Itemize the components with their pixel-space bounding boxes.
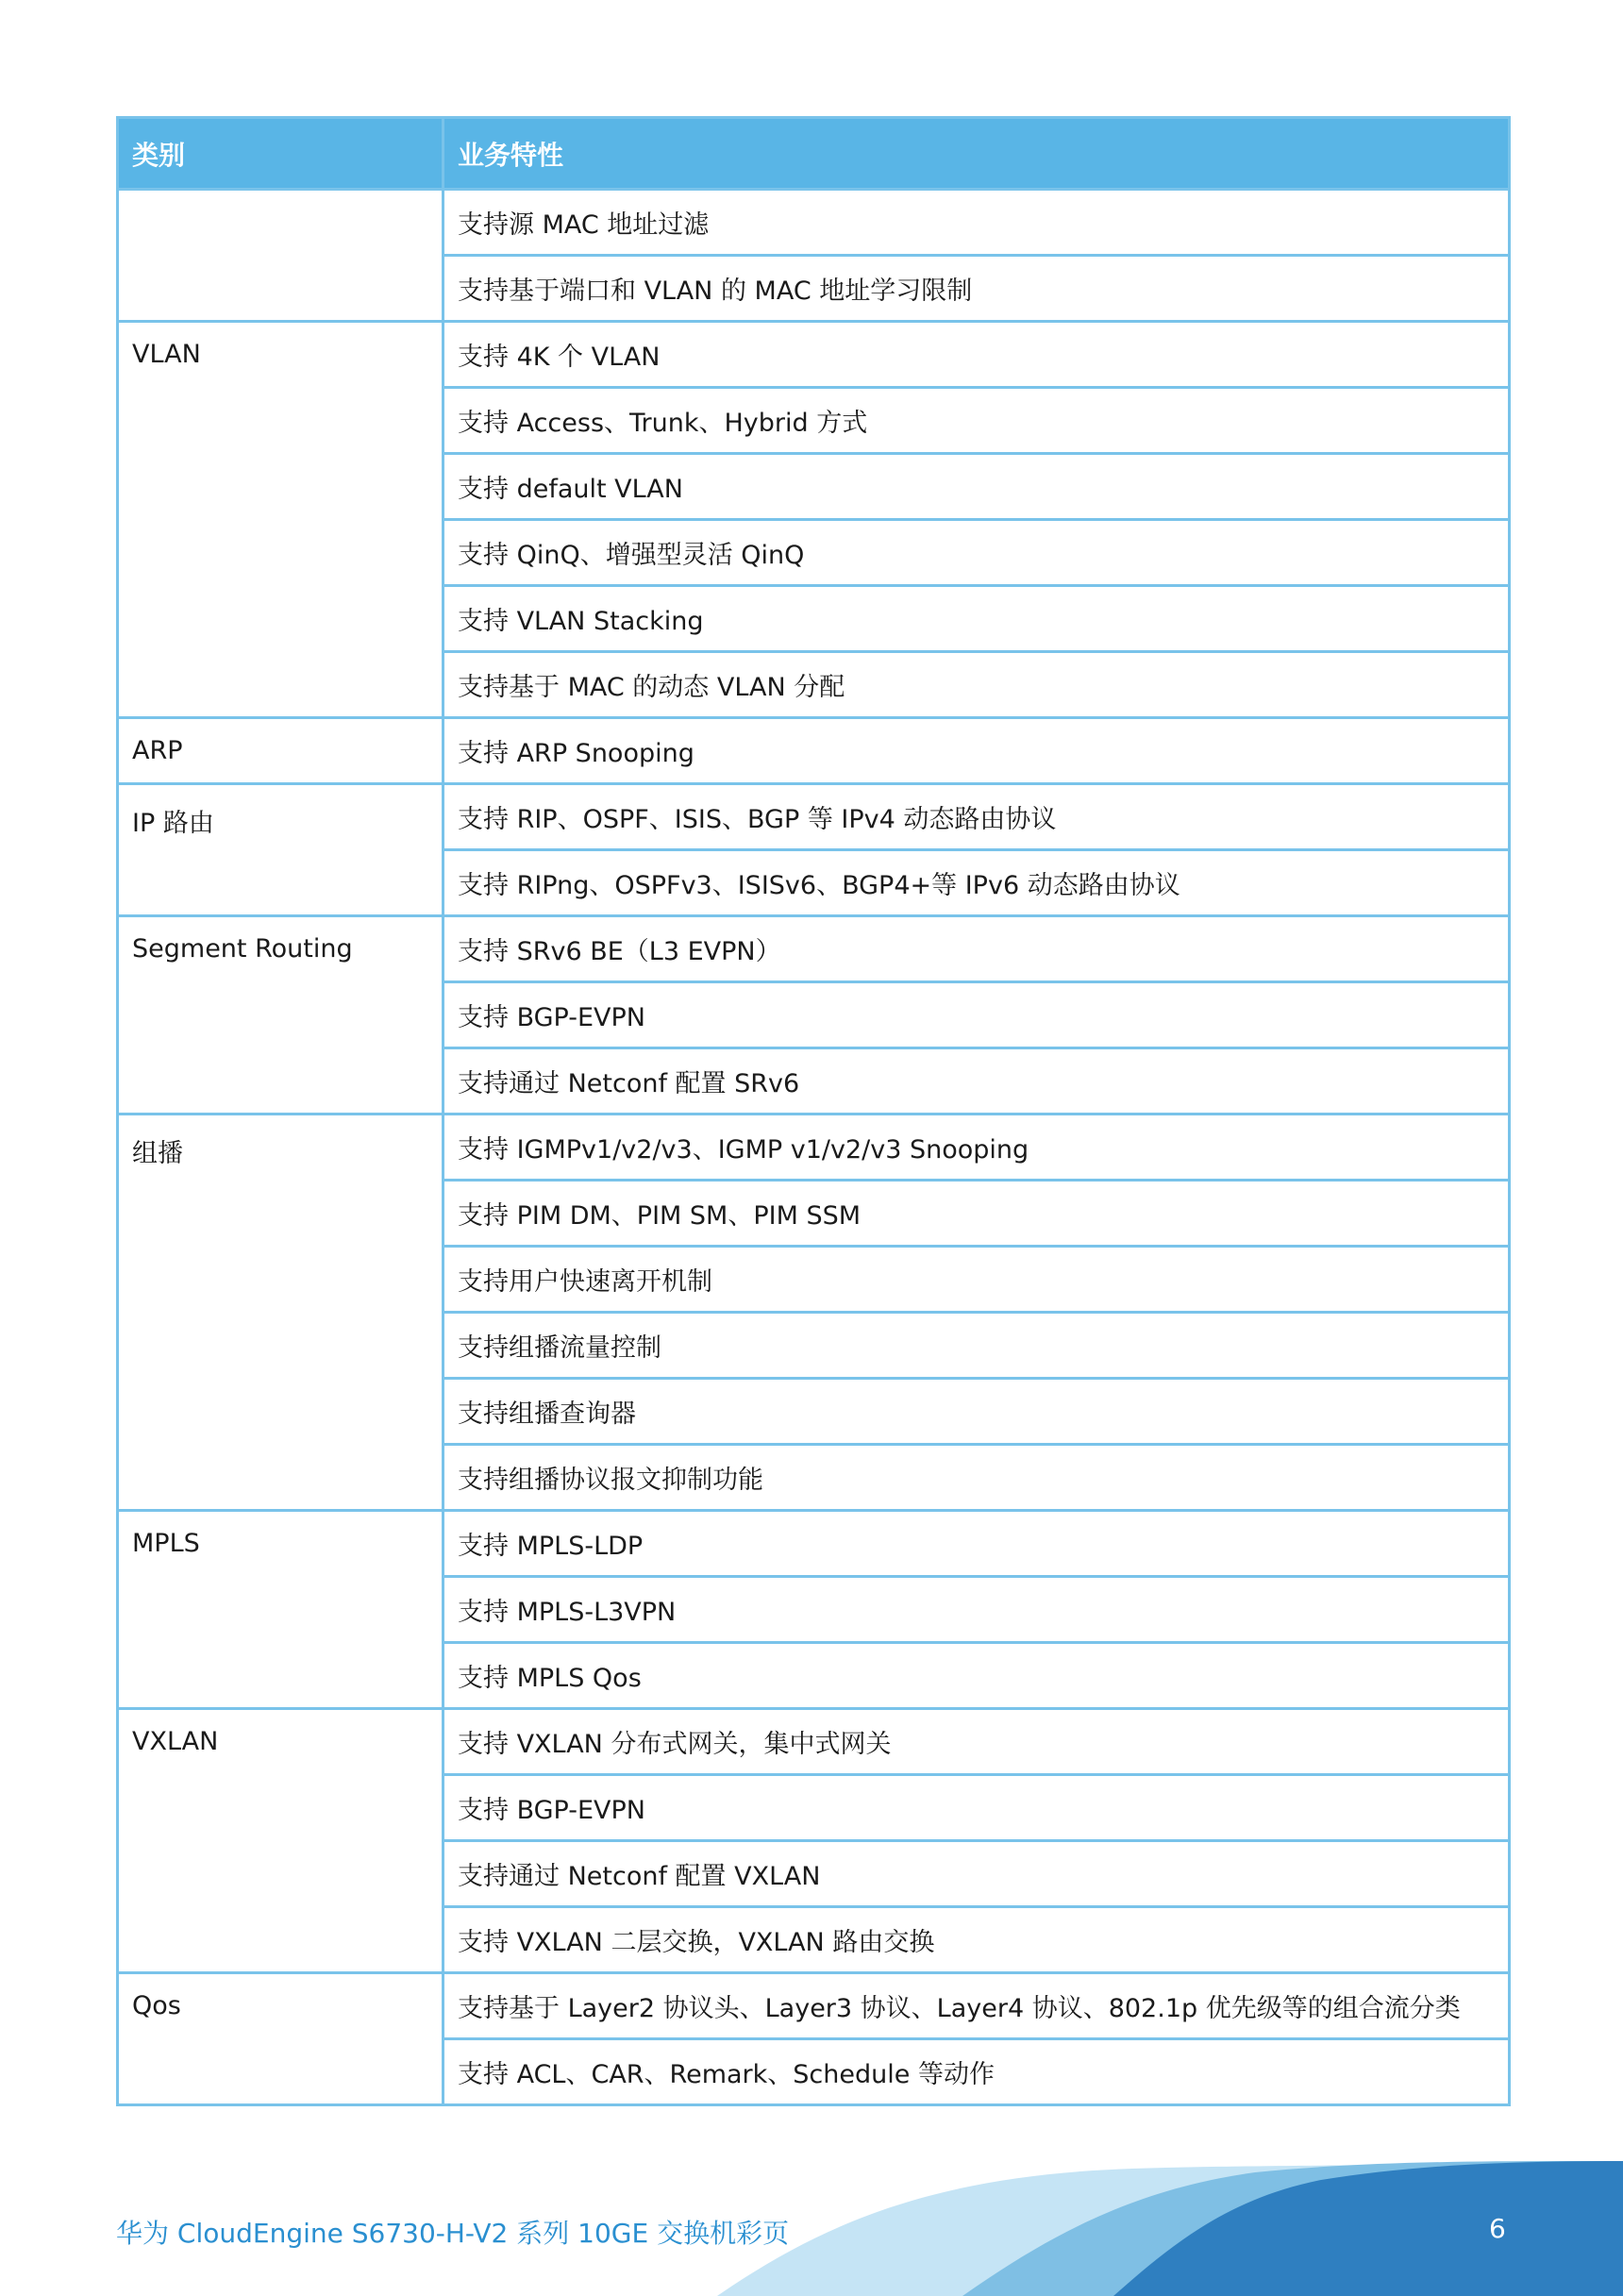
header-feature: 业务特性: [443, 118, 1510, 190]
feature-cell: 支持 PIM DM、PIM SM、PIM SSM: [443, 1181, 1510, 1247]
table-row: [118, 1114, 1510, 1181]
feature-cell: 支持 VXLAN 分布式网关，集中式网关: [443, 1709, 1510, 1775]
category-cell: ARP: [118, 718, 443, 784]
feature-cell: 支持 IGMPv1/v2/v3、IGMP v1/v2/v3 Snooping: [443, 1114, 1510, 1181]
feature-cell: 支持 SRv6 BE（L3 EVPN）: [443, 916, 1510, 982]
table-row: [118, 322, 1510, 388]
feature-cell: 支持基于 MAC 的动态 VLAN 分配: [443, 652, 1510, 718]
feature-cell: 支持 ACL、CAR、Remark、Schedule 等动作: [443, 2039, 1510, 2105]
table-row: [118, 1709, 1510, 1775]
feature-cell: 支持 RIPng、OSPFv3、ISISv6、BGP4+等 IPv6 动态路由协议: [443, 850, 1510, 916]
feature-cell: 支持 RIP、OSPF、ISIS、BGP 等 IPv4 动态路由协议: [443, 784, 1510, 850]
feature-cell: 支持 QinQ、增强型灵活 QinQ: [443, 520, 1510, 586]
feature-cell: 支持 MPLS-LDP: [443, 1511, 1510, 1577]
feature-cell: 支持 default VLAN: [443, 454, 1510, 520]
feature-cell: 支持组播查询器: [443, 1379, 1510, 1445]
table-row: [118, 190, 1510, 256]
feature-cell: 支持基于 Layer2 协议头、Layer3 协议、Layer4 协议、802.1p 优先级等的组合流分类: [443, 1973, 1510, 2039]
feature-cell: 支持通过 Netconf 配置 SRv6: [443, 1048, 1510, 1114]
feature-cell: 支持 ARP Snooping: [443, 718, 1510, 784]
table-row: [118, 784, 1510, 850]
feature-cell: 支持源 MAC 地址过滤: [443, 190, 1510, 256]
feature-table: [116, 116, 1511, 2106]
feature-cell: 支持用户快速离开机制: [443, 1247, 1510, 1313]
category-cell: MPLS: [118, 1511, 443, 1709]
table-row: [118, 1973, 1510, 2039]
feature-cell: 支持 MPLS Qos: [443, 1643, 1510, 1709]
category-cell: [118, 190, 443, 322]
category-cell: IP 路由: [118, 784, 443, 916]
category-cell: Qos: [118, 1973, 443, 2105]
category-cell: VXLAN: [118, 1709, 443, 1973]
header-category: 类别: [118, 118, 443, 190]
table-row: [118, 1511, 1510, 1577]
table-header-row: [118, 118, 1510, 190]
page-number: 6: [1489, 2213, 1506, 2244]
table-row: [118, 718, 1510, 784]
feature-cell: 支持通过 Netconf 配置 VXLAN: [443, 1841, 1510, 1907]
feature-cell: 支持 Access、Trunk、Hybrid 方式: [443, 388, 1510, 454]
category-cell: VLAN: [118, 322, 443, 718]
feature-cell: 支持 BGP-EVPN: [443, 1775, 1510, 1841]
table-body: [118, 190, 1510, 2105]
feature-cell: 支持 MPLS-L3VPN: [443, 1577, 1510, 1643]
feature-cell: 支持组播流量控制: [443, 1313, 1510, 1379]
feature-cell: 支持基于端口和 VLAN 的 MAC 地址学习限制: [443, 256, 1510, 322]
feature-cell: 支持 VLAN Stacking: [443, 586, 1510, 652]
category-cell: 组播: [118, 1114, 443, 1511]
table-row: [118, 916, 1510, 982]
feature-cell: 支持 4K 个 VLAN: [443, 322, 1510, 388]
footer-title: 华为 CloudEngine S6730-H-V2 系列 10GE 交换机彩页: [116, 2218, 790, 2249]
category-cell: Segment Routing: [118, 916, 443, 1114]
feature-cell: 支持组播协议报文抑制功能: [443, 1445, 1510, 1511]
feature-cell: 支持 VXLAN 二层交换，VXLAN 路由交换: [443, 1907, 1510, 1973]
feature-cell: 支持 BGP-EVPN: [443, 982, 1510, 1048]
